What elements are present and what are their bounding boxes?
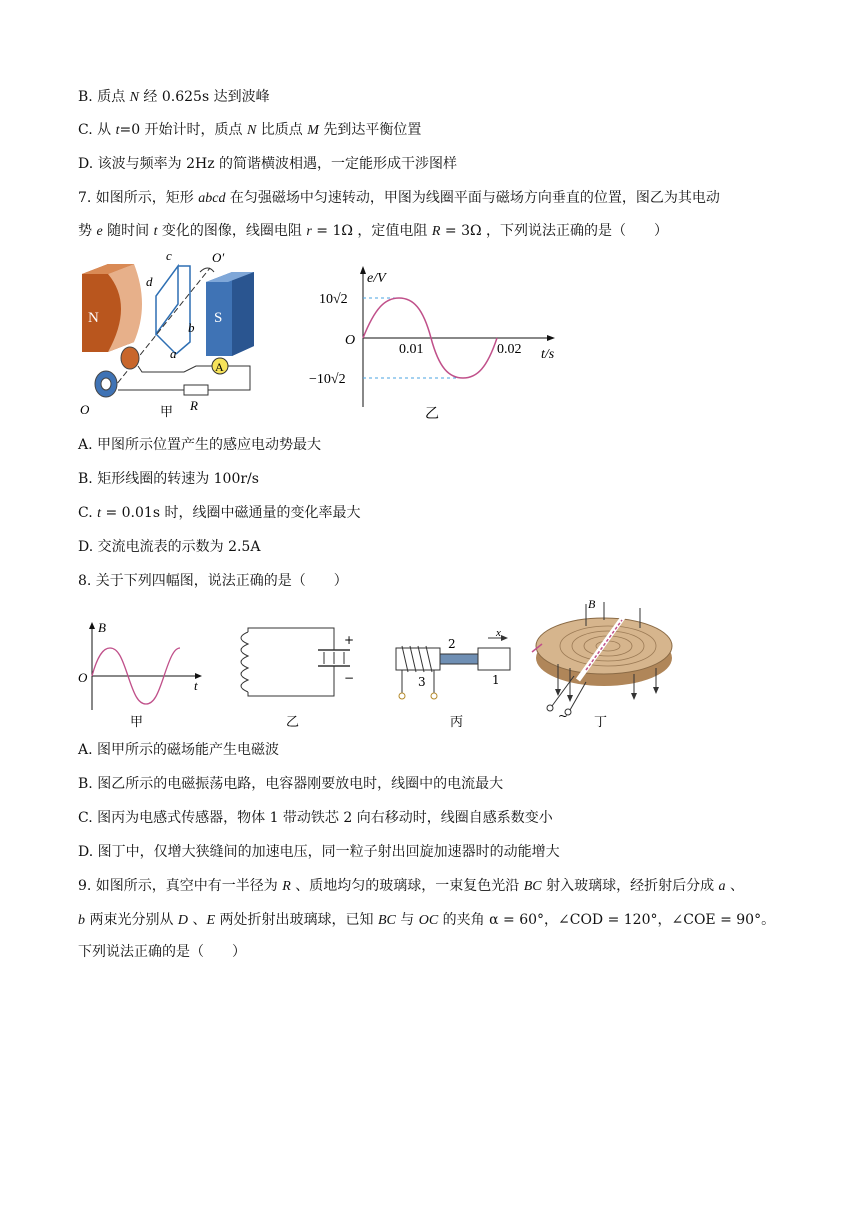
figure-caption-yi: 乙 <box>425 406 439 422</box>
q6-option-c: C. 从 t=0 开始计时，质点 N 比质点 M 先到达平衡位置 <box>78 122 422 138</box>
q8-option-a: A. 图甲所示的磁场能产生电磁波 <box>78 742 280 758</box>
q7-option-a: A. 甲图所示位置产生的感应电动势最大 <box>78 437 322 453</box>
iron-core-2 <box>440 654 478 664</box>
coil-label-b: b <box>188 320 195 335</box>
q8-option-c: C. 图丙为电感式传感器，物体 1 带动铁芯 2 向右移动时，线圈自感系数变小 <box>78 810 553 826</box>
jia-t-label: t <box>194 678 198 693</box>
ytick-bottom: −10√2 <box>309 372 346 387</box>
q9-stem-line1: 9. 如图所示，真空中有一半径为 R 、质地均匀的玻璃球，一束复色光沿 BC 射入玻璃球，经折射后分成 a 、 <box>78 878 744 894</box>
q8-figure-bing <box>388 626 526 730</box>
q7-option-c: C. t = 0.01s 时，线圈中磁通量的变化率最大 <box>78 505 361 521</box>
q9-stem-line2: b 两束光分别从 D 、E 两处折射出玻璃球，已知 BC 与 OC 的夹角 α = 60°，∠COD = 120°，∠COE = 90°。 <box>78 912 776 928</box>
xtick-0-01: 0.01 <box>399 342 424 357</box>
q7-stem-line2: 势 e 随时间 t 变化的图像，线圈电阻 r = 1Ω ，定值电阻 R = 3Ω ，下列说法正确的是（ ） <box>78 223 669 239</box>
minus-sign: − <box>344 671 355 685</box>
terminal-right <box>431 693 437 699</box>
ac-symbol: ~ <box>558 709 569 723</box>
ding-b-label: B <box>588 598 596 611</box>
q8-figure-ding-cyclotron <box>528 598 688 732</box>
ytick-top: 10√2 <box>319 292 348 307</box>
coil-left-side <box>156 266 178 334</box>
coil-windings <box>402 646 432 672</box>
coil-label-a: a <box>170 346 177 361</box>
y-axis-label: e/V <box>367 271 386 286</box>
figure-caption-yi-8: 乙 <box>286 715 300 730</box>
q8-option-d: D. 图丁中，仅增大狭缝间的加速电压，同一粒子射出回旋加速器时的动能增大 <box>78 844 560 860</box>
q7-figure-yi-graph <box>305 262 570 427</box>
n-label: N <box>88 310 99 326</box>
q7-option-b: B. 矩形线圈的转速为 100r/s <box>78 471 259 487</box>
q9-stem-line3: 下列说法正确的是（ ） <box>78 944 246 960</box>
figure-caption-bing: 丙 <box>450 715 464 730</box>
plus-sign: + <box>344 633 355 647</box>
q8-option-b: B. 图乙所示的电磁振荡电路，电容器刚要放电时，线圈中的电流最大 <box>78 776 504 792</box>
coil-body <box>396 648 440 670</box>
lc-inductor <box>241 632 248 692</box>
jia-y-label: B <box>98 620 106 635</box>
q8-stem: 8. 关于下列四幅图，说法正确的是（ ） <box>78 573 348 589</box>
figure-caption-ding: 丁 <box>594 715 608 730</box>
figure-caption-jia: 甲 <box>160 405 174 420</box>
q6-option-d: D. 该波与频率为 2Hz 的简谐横波相遇，一定能形成干涉图样 <box>78 156 458 172</box>
figure-caption-jia-8: 甲 <box>130 715 144 730</box>
ammeter-label: A <box>215 360 224 374</box>
q8-figure-yi <box>228 624 368 730</box>
q8-figure-jia <box>72 618 212 730</box>
object-1 <box>478 648 510 670</box>
q7-figure-jia-generator <box>72 250 262 425</box>
resistor-label: R <box>190 398 198 413</box>
q7-stem-line1: 7. 如图所示，矩形 abcd 在匀强磁场中匀速转动，甲图为线圈平面与磁场方向垂直的位置，图乙为其电动 <box>78 190 720 206</box>
resistor-r <box>184 385 208 395</box>
xtick-0-02: 0.02 <box>497 342 522 357</box>
label-1: 1 <box>492 673 500 687</box>
s-label: S <box>214 310 223 326</box>
axis-label-o-prime: O′ <box>212 250 225 265</box>
label-2: 2 <box>448 637 456 651</box>
coil-label-c: c <box>166 250 172 263</box>
coil-label-d: d <box>146 274 153 289</box>
label-3: 3 <box>418 675 426 689</box>
terminal-left <box>399 693 405 699</box>
slip-ring-1 <box>121 347 139 369</box>
electric-field-arrows <box>324 652 344 664</box>
origin-label: O <box>345 333 356 348</box>
s-magnet-side <box>232 272 254 356</box>
q6-option-b: B. 质点 N 经 0.625s 达到波峰 <box>78 89 270 105</box>
t-axis-label: t/s <box>541 347 555 362</box>
q7-option-d: D. 交流电流表的示数为 2.5A <box>78 539 261 555</box>
jia-origin: O <box>78 670 88 685</box>
label-x: x <box>496 627 501 639</box>
ac-terminal-1 <box>547 705 553 711</box>
axis-label-o: O <box>80 402 90 417</box>
